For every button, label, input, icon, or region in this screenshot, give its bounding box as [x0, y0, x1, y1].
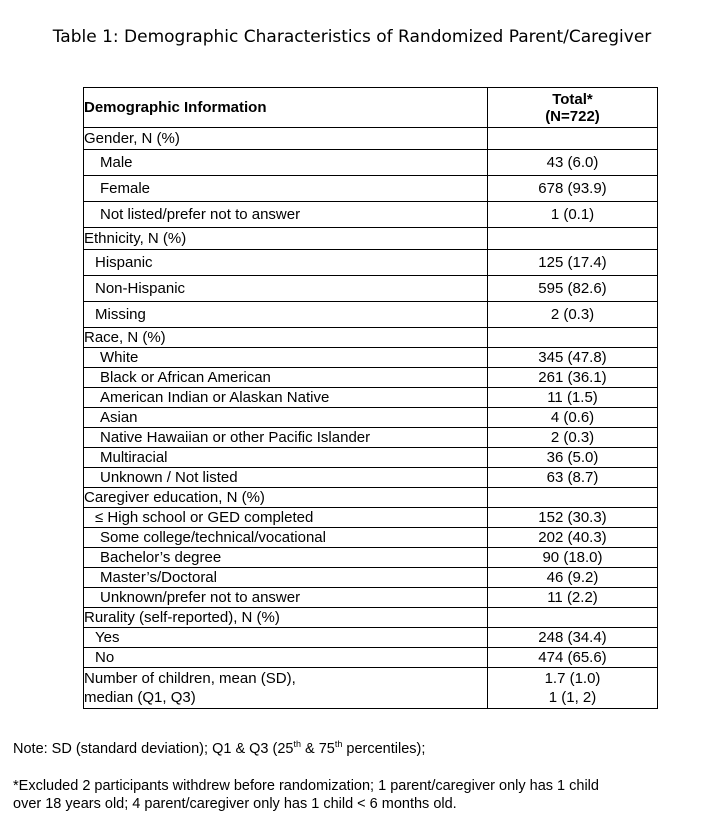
row-label: Female — [84, 176, 488, 202]
row-label: Not listed/prefer not to answer — [84, 202, 488, 228]
footnote-line1: *Excluded 2 participants withdrew before randomization; 1 parent/caregiver only has 1 child — [13, 778, 599, 794]
table-row — [84, 428, 658, 448]
row-label: Yes — [84, 628, 488, 648]
row-label: No — [84, 648, 488, 668]
section-ethnicity — [84, 228, 658, 250]
section-label: Caregiver education, N (%) — [84, 488, 488, 508]
children-label-line1: Number of children, mean (SD), — [84, 670, 296, 687]
table-row — [84, 528, 658, 548]
children-value-line2: 1 (1, 2) — [548, 689, 597, 706]
demographics-table — [83, 87, 658, 709]
row-label: Unknown / Not listed — [84, 468, 488, 488]
section-education — [84, 488, 658, 508]
table-row — [84, 648, 658, 668]
section-label: Ethnicity, N (%) — [84, 228, 488, 250]
table-row — [84, 250, 658, 276]
row-label: Native Hawaiian or other Pacific Islander — [84, 428, 488, 448]
row-label: Bachelor’s degree — [84, 548, 488, 568]
row-value: 11 (1.5) — [488, 388, 658, 408]
row-value: 2 (0.3) — [488, 428, 658, 448]
section-children — [84, 668, 658, 709]
row-value: 2 (0.3) — [488, 302, 658, 328]
table-row — [84, 368, 658, 388]
table-row — [84, 276, 658, 302]
table-row — [84, 150, 658, 176]
row-value: 1 (0.1) — [488, 202, 658, 228]
header-total-label: Total* — [552, 90, 593, 108]
row-label: American Indian or Alaskan Native — [84, 388, 488, 408]
row-value: 36 (5.0) — [488, 448, 658, 468]
row-value: 90 (18.0) — [488, 548, 658, 568]
row-label: ≤ High school or GED completed — [84, 508, 488, 528]
table-row — [84, 348, 658, 368]
children-value-line1: 1.7 (1.0) — [544, 670, 601, 687]
note-superscript: th — [334, 739, 343, 749]
section-race — [84, 328, 658, 348]
row-value: 595 (82.6) — [488, 276, 658, 302]
header-total-n: (N=722) — [545, 107, 600, 125]
section-rurality — [84, 608, 658, 628]
row-label: Missing — [84, 302, 488, 328]
note-text: & 75 — [301, 740, 335, 757]
row-value: 248 (34.4) — [488, 628, 658, 648]
note-text: percentiles); — [342, 740, 426, 757]
row-value: 345 (47.8) — [488, 348, 658, 368]
note-text: Note: SD (standard deviation); Q1 & Q3 (25 — [13, 740, 294, 757]
table-header-row — [84, 88, 658, 128]
table-row — [84, 202, 658, 228]
table-row — [84, 302, 658, 328]
row-value: 678 (93.9) — [488, 176, 658, 202]
section-gender — [84, 128, 658, 150]
row-value: 46 (9.2) — [488, 568, 658, 588]
row-value: 261 (36.1) — [488, 368, 658, 388]
children-value — [488, 668, 658, 709]
table-row — [84, 448, 658, 468]
children-label — [84, 668, 488, 709]
row-label: Multiracial — [84, 448, 488, 468]
footnote-line2: over 18 years old; 4 parent/caregiver only has 1 child < 6 months old. — [13, 796, 457, 812]
section-label: Gender, N (%) — [84, 128, 488, 150]
table-row — [84, 588, 658, 608]
row-value: 202 (40.3) — [488, 528, 658, 548]
note-superscript: th — [293, 739, 301, 749]
table-row — [84, 628, 658, 648]
table-row — [84, 568, 658, 588]
row-value: 11 (2.2) — [488, 588, 658, 608]
header-total — [488, 88, 658, 128]
table-row — [84, 468, 658, 488]
table-row — [84, 408, 658, 428]
row-value: 152 (30.3) — [488, 508, 658, 528]
table-note — [13, 739, 425, 757]
row-label: Asian — [84, 408, 488, 428]
row-label: Unknown/prefer not to answer — [84, 588, 488, 608]
row-value: 43 (6.0) — [488, 150, 658, 176]
table-row — [84, 548, 658, 568]
row-value: 63 (8.7) — [488, 468, 658, 488]
section-label: Race, N (%) — [84, 328, 488, 348]
header-demographic-information: Demographic Information — [84, 88, 488, 128]
row-label: Hispanic — [84, 250, 488, 276]
row-label: Non-Hispanic — [84, 276, 488, 302]
section-label: Rurality (self-reported), N (%) — [84, 608, 488, 628]
table-row — [84, 176, 658, 202]
table-row — [84, 508, 658, 528]
row-value: 4 (0.6) — [488, 408, 658, 428]
children-label-line2: median (Q1, Q3) — [84, 689, 196, 706]
table-row — [84, 388, 658, 408]
row-value: 474 (65.6) — [488, 648, 658, 668]
row-label: Some college/technical/vocational — [84, 528, 488, 548]
table-title: Table 1: Demographic Characteristics of Randomized Parent/Caregiver — [52, 27, 652, 47]
row-value: 125 (17.4) — [488, 250, 658, 276]
row-label: Male — [84, 150, 488, 176]
row-label: Black or African American — [84, 368, 488, 388]
row-label: White — [84, 348, 488, 368]
row-label: Master’s/Doctoral — [84, 568, 488, 588]
